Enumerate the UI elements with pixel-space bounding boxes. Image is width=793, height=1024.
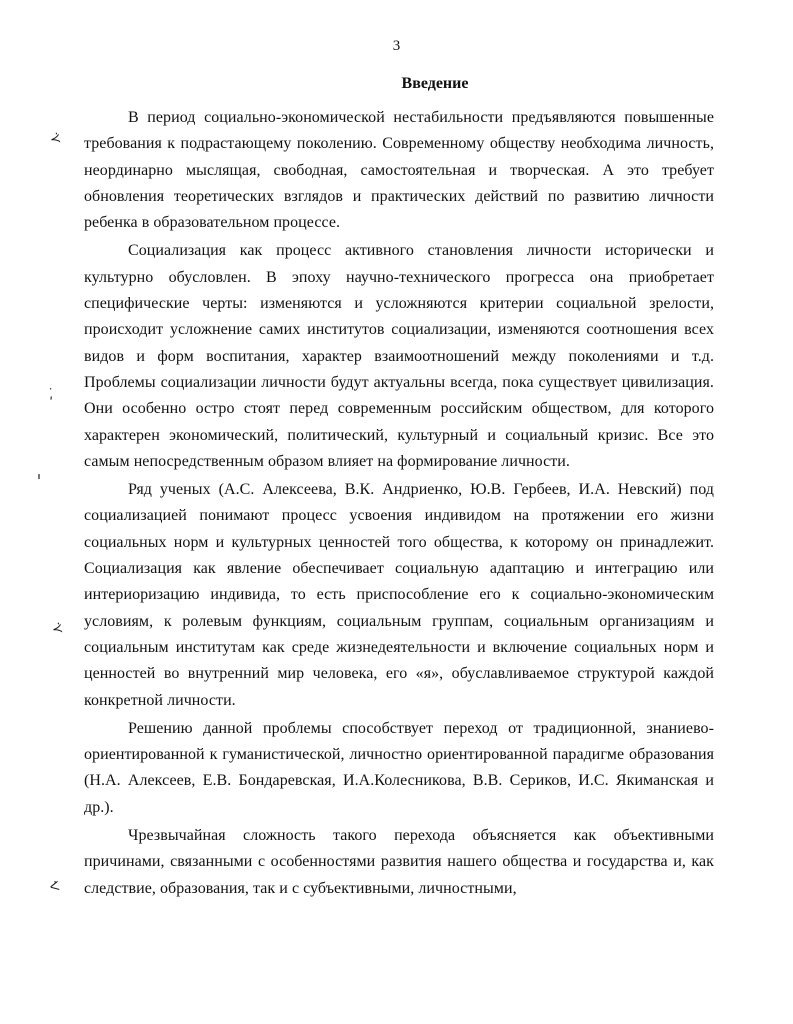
page-number: 3 — [392, 38, 401, 54]
paragraph-2: Социализация как процесс активного становления личности исторически и культурно обусловлен. В эпоху научно-технического прогресса она приобретает специфические черты: изменяются и усложняются критерии социальной зрелости, происходит усложнение самих институтов социализации, изменяются соотношения всех видов и форм воспитания, характер взаимоотношений между поколениями и т.д. Проблемы социализации личности будут актуальны всегда, пока существует цивилизация. Они особенно остро стоят перед современным российским обществом, для которого характерен экономический, политический, культурный и социальный кризис. Все это самым непосредственным образом влияет на формирование личности. — [84, 242, 714, 470]
margin-mark-icon: ≺̇ — [50, 621, 65, 638]
paragraph-4: Решению данной проблемы способствует переход от традиционной, знаниево-ориентированной к гуманистической, личностно ориентированной парадигме образования (Н.А. Алексеев, Е.В. Бондаревская, И.А.Колесникова, В.В. Сериков, И.С. Якиманская и др.). — [84, 719, 714, 816]
paragraph-3: Ряд ученых (А.С. Алексеева, В.К. Андриенко, Ю.В. Гербеев, И.А. Невский) под социализацией понимают процесс усвоения индивидом на протяжении его жизни социальных норм и культурных ценностей того общества, к которому он принадлежит. Социализация как явление обеспечивает социальную адаптацию и интеграцию или интериоризацию индивида, то есть приспособление его к социально-экономическим условиям, к ролевым функциям, социальным группам, социальным организациям и социальным институтам как среде жизнедеятельности и включение социальных норм и ценностей во внутренний мир человека, его «я», обуславливаемое структурой каждой конкретной личности. — [84, 481, 714, 709]
paragraph-5: Чрезвычайная сложность такого перехода объясняется как объективными причинами, связанными с особенностями развития нашего общества и государства и, как следствие, образования, так и с субъективными, личностными, — [84, 827, 714, 897]
margin-mark-icon: ⸲̇ — [46, 386, 54, 403]
margin-mark-icon: ≺̇ — [48, 131, 63, 148]
body-text — [84, 105, 714, 904]
scan-speck — [38, 474, 40, 479]
paragraph-1: В период социально-экономической нестабильности предъявляются повышенные требования к подрастающему поколению. Современному обществу необходима личность, неординарно мыслящая, свободная, самостоятельная и творческая. А это требует обновления теоретических взглядов и практических действий по развитию личности ребенка в образовательном процессе. — [84, 109, 714, 232]
margin-mark-icon: ᐸ̇ — [48, 879, 61, 896]
section-title: Введение — [401, 75, 469, 92]
